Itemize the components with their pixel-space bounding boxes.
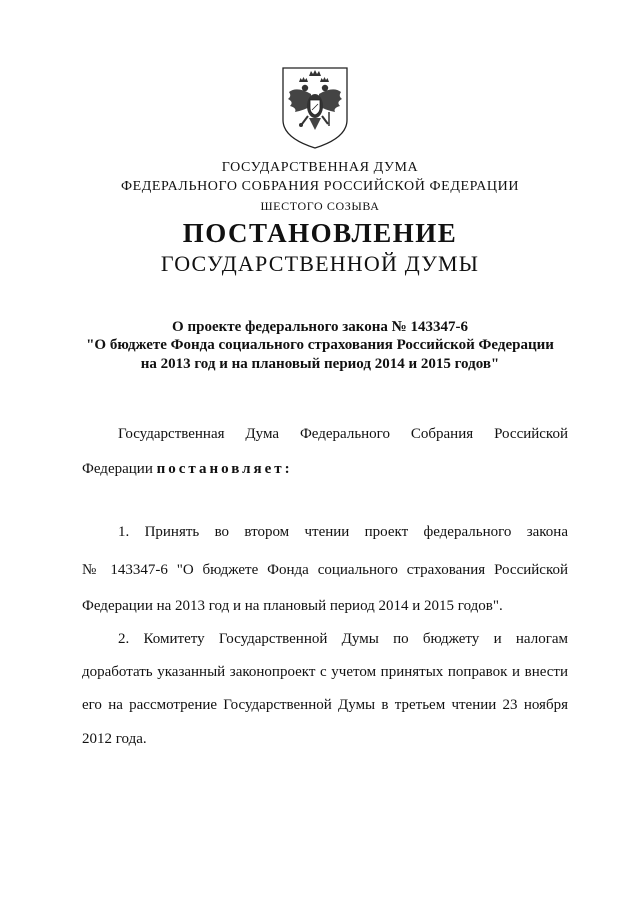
preamble-line-2 — [82, 459, 568, 479]
russian-coat-of-arms-icon — [275, 62, 355, 152]
header-line-3: ШЕСТОГО СОЗЫВА — [260, 199, 380, 213]
item-2-line-4: 2012 года. — [82, 731, 147, 747]
preamble-verb: постановляет: — [156, 461, 293, 477]
document-title: ПОСТАНОВЛЕНИЕ — [182, 218, 458, 248]
header-line-1: ГОСУДАРСТВЕННАЯ ДУМА — [221, 160, 419, 175]
item-1-line-1: 1. Принять во втором чтении проект федерального закона — [118, 524, 568, 540]
item-2-line-1: 2. Комитету Государственной Думы по бюджету и налогам — [118, 631, 568, 647]
document-subtitle: ГОСУДАРСТВЕННОЙ ДУМЫ — [160, 251, 480, 276]
header-line-2: ФЕДЕРАЛЬНОГО СОБРАНИЯ РОССИЙСКОЙ ФЕДЕРАЦИИ — [120, 179, 520, 194]
item-2-line-2: доработать указанный законопроект с учетом принятых поправок и внести — [82, 664, 568, 680]
subject-line-3: на 2013 год и на плановый период 2014 и 2015 годов" — [140, 356, 500, 372]
preamble-prefix: Федерации — [82, 461, 157, 477]
item-2-line-3: его на рассмотрение Государственной Думы в третьем чтении 23 ноября — [82, 697, 568, 713]
item-1-line-2: № 143347-6 "О бюджете Фонда социального страхования Российской — [82, 562, 568, 578]
subject-line-1: О проекте федерального закона № 143347-6 — [172, 319, 468, 335]
subject-line-2: "О бюджете Фонда социального страхования Российской Федерации — [86, 337, 554, 353]
item-1-line-3: Федерации на 2013 год и на плановый период 2014 и 2015 годов". — [82, 598, 503, 614]
preamble-line-1: Государственная Дума Федерального Собрания Российской — [118, 426, 568, 442]
